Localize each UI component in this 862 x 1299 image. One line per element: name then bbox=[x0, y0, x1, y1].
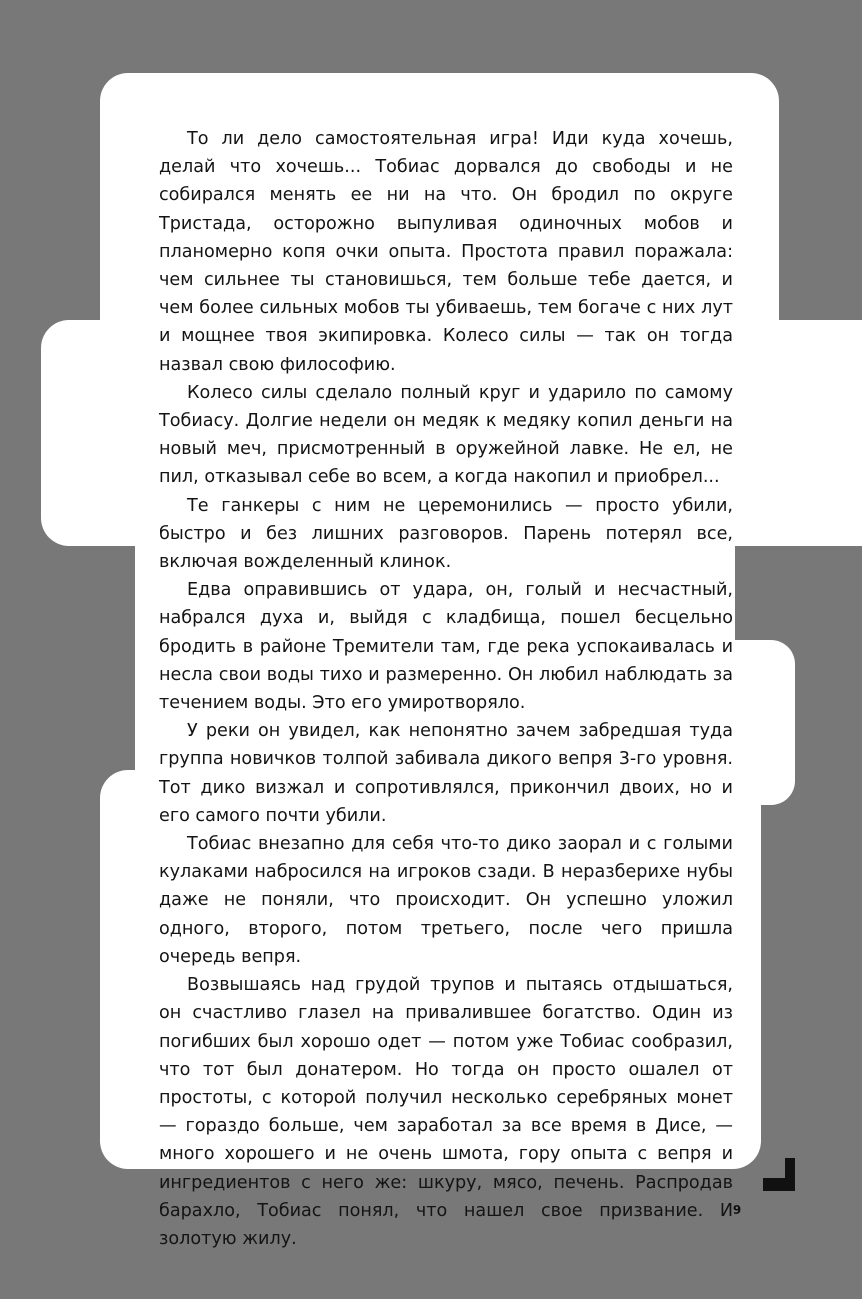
paragraph: То ли дело самостоятельная игра! Иди куда хочешь, делай что хочешь... Тобиас дорвался до свободы и не собирался менять ее ни на что. Он бродил по округе Тристада, осторожно выпуливая одиночных мобов и планомерно копя очки опыта. Простота правил поражала: чем сильнее ты становишься, тем больше тебе дается, и чем более сильных мобов ты убиваешь, тем богаче с них лут и мощнее твоя экипировка. Колесо силы — так он тогда назвал свою философию. bbox=[159, 129, 733, 375]
body-text bbox=[159, 125, 733, 1253]
paragraph: Колесо силы сделало полный круг и ударило по самому Тобиасу. Долгие недели он медяк к медяку копил деньги на новый меч, присмотренный в оружейной лавке. Не ел, не пил, отказывал себе во всем, а когда накопил и приобрел... bbox=[159, 382, 733, 488]
paragraph: Возвышаясь над грудой трупов и пытаясь отдышаться, он счастливо глазел на привалившее богатство. Один из погибших был хорошо одет — потом уже Тобиас сообразил, что тот был донатером. Но тогда он просто ошалел от простоты, с которой получил несколько серебряных монет — гораздо больше, чем заработал за все время в Дисе, — много хорошего и не очень шмота, гору опыта с вепря и ингредиентов с него же: шкуру, мясо, печень. Распродав барахло, Тобиас понял, что нашел свое призвание. И золотую жилу. bbox=[159, 975, 733, 1249]
paragraph: Те ганкеры с ним не церемонились — просто убили, быстро и без лишних разговоров. Парень потерял все, включая вожделенный клинок. bbox=[159, 495, 733, 573]
corner-bracket-icon bbox=[763, 1158, 795, 1191]
paragraph: Тобиас внезапно для себя что-то дико заорал и с голыми кулаками набросился на игроков сзади. В неразберихе нубы даже не поняли, что происходит. Он успешно уложил одного, второго, потом третьего, после чего пришла очередь вепря. bbox=[159, 834, 733, 967]
page-number: 9 bbox=[732, 1203, 742, 1217]
paragraph: У реки он увидел, как непонятно зачем забредшая туда группа новичков толпой забивала дикого вепря 3-го уровня. Тот дико визжал и сопротивлялся, прикончил двоих, но и его самого почти убили. bbox=[159, 721, 733, 826]
paragraph: Едва оправившись от удара, он, голый и несчастный, набрался духа и, выйдя с кладбища, пошел бесцельно бродить в районе Тремители там, где река успокаивалась и несла свои воды тихо и размеренно. Он любил наблюдать за течением воды. Это его умиротворяло. bbox=[159, 580, 733, 714]
